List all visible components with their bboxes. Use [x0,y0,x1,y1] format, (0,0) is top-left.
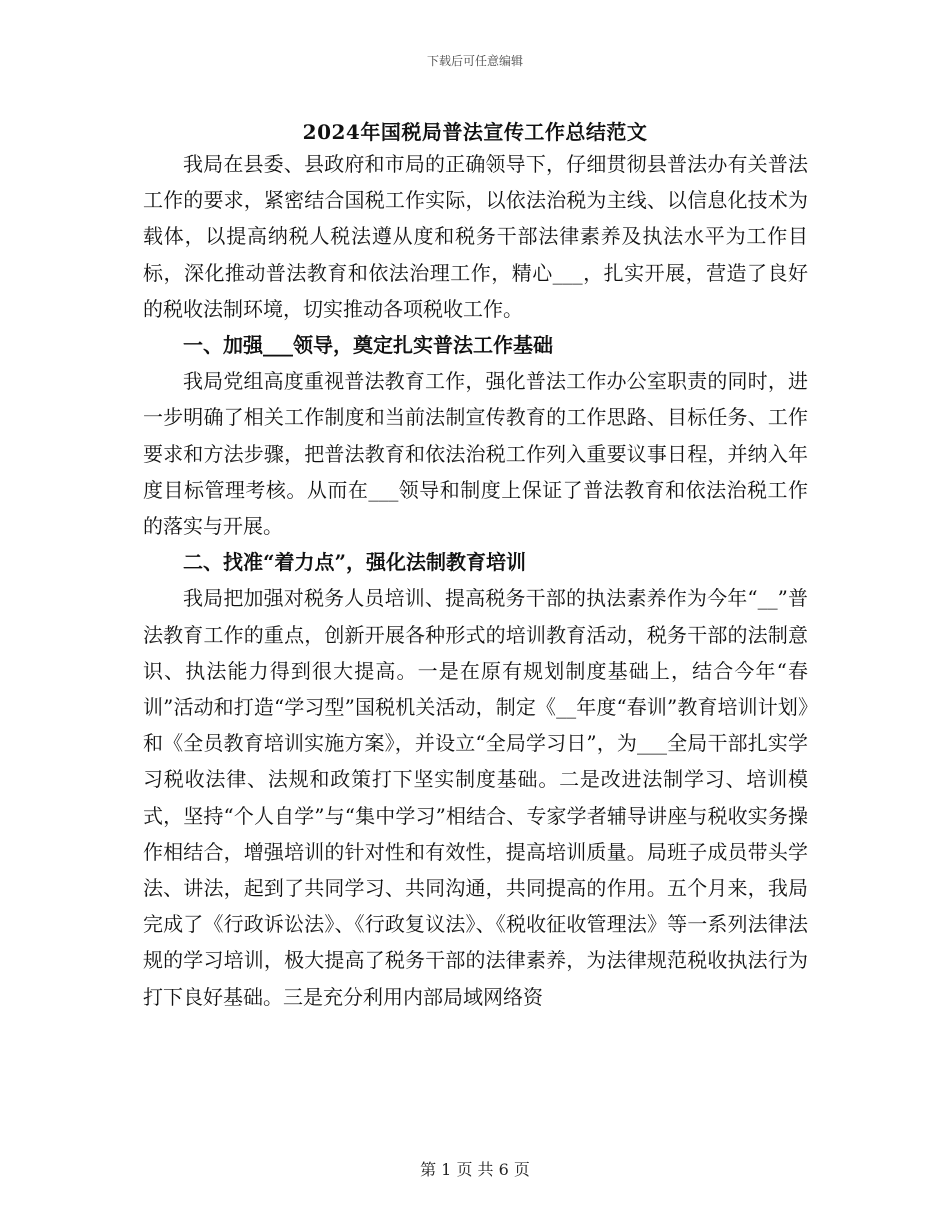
document-title: 2024年国税局普法宣传工作总结范文 [302,120,648,144]
section-1-paragraph: 我局党组高度重视普法教育工作，强化普法工作办公室职责的同时，进一步明确了相关工作制度和当前法制宣传教育的工作思路、目标任务、工作要求和方法步骤，把普法教育和依法治税工作列入重要议事日程，并纳入年度目标管理考核。从而在___领导和制度上保证了普法教育和依法治税工作的落实与开展。 [143,369,808,539]
page-number-footer: 第 1 页 共 6 页 [420,1160,530,1179]
section-2-heading: 二、找准“着力点”，强化法制教育培训 [183,550,527,575]
section-1-heading: 一、加强___领导，奠定扎实普法工作基础 [183,333,553,358]
intro-paragraph: 我局在县委、县政府和市局的正确领导下，仔细贯彻县普法办有关普法工作的要求，紧密结合国税工作实际，以依法治税为主线、以信息化技术为载体，以提高纳税人税法遵从度和税务干部法律素养及执法水平为工作目标，深化推动普法教育和依法治理工作，精心___，扎实开展，营造了良好的税收法制环境，切实推动各项税收工作。 [143,152,808,321]
document-body [143,146,808,1015]
section-2-paragraph: 我局把加强对税务人员培训、提高税务干部的执法素养作为今年“__”普法教育工作的重点，创新开展各种形式的培训教育活动，税务干部的法制意识、执法能力得到很大提高。一是在原有规划制度基础上，结合今年“春训”活动和打造“学习型”国税机关活动，制定《__年度“春训”教育培训计划》和《全员教育培训实施方案》，并设立“全局学习日”，为___全局干部扎实学习税收法律、法规和政策打下坚实制度基础。二是改进法制学习、培训模式，坚持“个人自学”与“集中学习”相结合、专家学者辅导讲座与税收实务操作相结合，增强培训的针对性和有效性，提高培训质量。局班子成员带头学法、讲法，起到了共同学习、共同沟通，共同提高的作用。五个月来，我局完成了《行政诉讼法》、《行政复议法》、《税收征收管理法》等一系列法律法规的学习培训，极大提高了税务干部的法律素养，为法律规范税收执法行为打下良好基础。三是充分利用内部局域网络资 [143,586,808,1009]
page-header-note: 下载后可任意编辑 [426,54,523,68]
